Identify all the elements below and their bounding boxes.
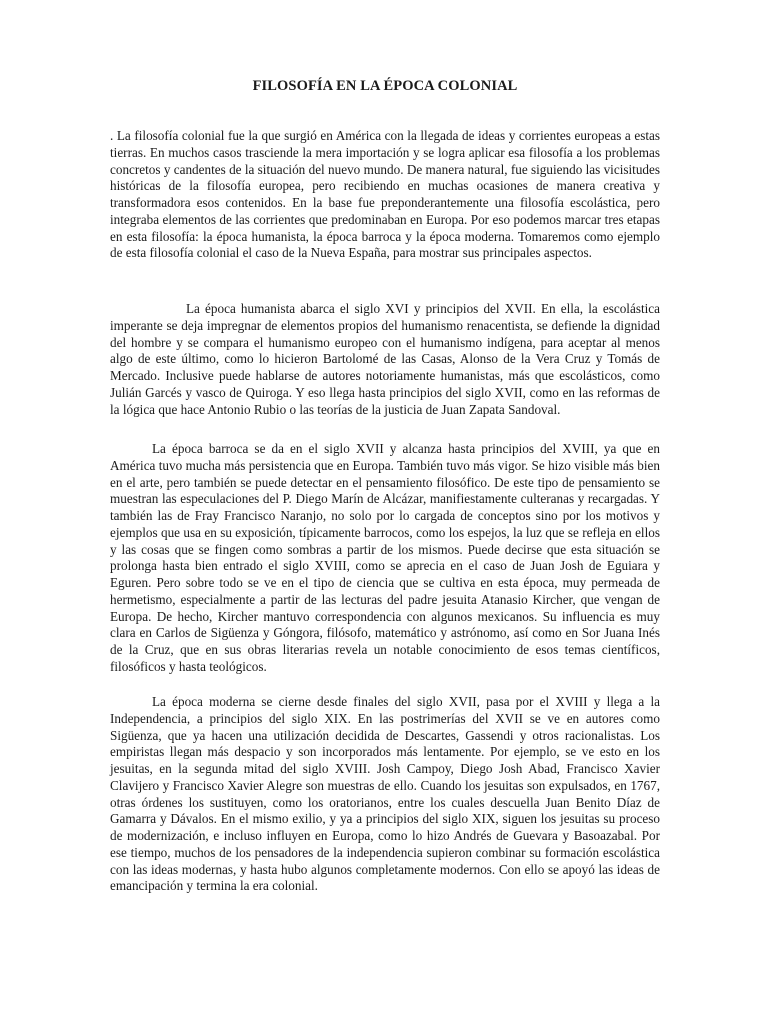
paragraph-baroque-era: La época barroca se da en el siglo XVII y alcanza hasta principios del XVIII, ya que en América tuvo mucha más persistencia que en Europa. También tuvo más vigor. Se hizo visible más bien en el arte, pero también se puede detectar en el pensamiento filosófico. De este tipo de pensamiento se muestran las especulaciones del P. Diego Marín de Alcázar, manifiestamente culteranas y recargadas. Y también las de Fray Francisco Naranjo, no solo por lo cargada de conceptos sino por los motivos y ejemplos que usa en su exposición, típicamente barrocos, como los espejos, la luz que se refleja en ellos y las cosas que se fingen como sombras a partir de los mismos. Puede decirse que esta situación se prolonga hasta bien entrado el siglo XVIII, como se aprecia en el caso de Juan Josh de Eguiara y Eguren. Pero sobre todo se ve en el tipo de ciencia que se cultiva en esta época, muy permeada de hermetismo, especialmente a partir de las lecturas del padre jesuita Atanasio Kircher, que vengan de Europa. De hecho, Kircher mantuvo correspondencia con algunos mexicanos. Su influencia es muy clara en Carlos de Sigüenza y Góngora, filósofo, matemático y astrónomo, así como en Sor Juana Inés de la Cruz, que en sus obras literarias revela un notable conocimiento de esos temas científicos, filosóficos y hasta teológicos. xyxy=(110,441,660,674)
paragraph-intro: . La filosofía colonial fue la que surgió en América con la llegada de ideas y corrientes europeas a estas tierras. En muchos casos trasciende la mera importación y se logra aplicar esa filosofía a los problemas concretos y candentes de la situación del nuevo mundo. De manera natural, fue siguiendo las vicisitudes históricas de la filosofía europea, pero recibiendo en muchas ocasiones de manera creativa y transformadora esos contenidos. En la base fue preponderantemente una filosofía escolástica, pero integraba elementos de las corrientes que predominaban en Europa. Por eso podemos marcar tres etapas en esta filosofía: la época humanista, la época barroca y la época moderna. Tomaremos como ejemplo de esta filosofía colonial el caso de la Nueva España, para mostrar sus principales aspectos. xyxy=(110,128,660,261)
document-page xyxy=(110,0,660,1024)
document-title: FILOSOFÍA EN LA ÉPOCA COLONIAL xyxy=(252,78,518,94)
paragraph-modern-era: La época moderna se cierne desde finales del siglo XVII, pasa por el XVIII y llega a la Independencia, a principios del siglo XIX. En las postrimerías del XVII se ve en autores como Sigüenza, que ya hacen una utilización decidida de Descartes, Gassendi y otros racionalistas. Los empiristas llegan más despacio y son incorporados más lentamente. Por ejemplo, se ve esto en los jesuitas, en la segunda mitad del siglo XVIII. Josh Campoy, Diego Josh Abad, Francisco Xavier Clavijero y Francisco Xavier Alegre son muestras de ello. Cuando los jesuitas son expulsados, en 1767, otras órdenes los sustituyen, como los oratorianos, entre los cuales descuella Juan Benito Díaz de Gamarra y Dávalos. En el mismo exilio, y ya a principios del siglo XIX, siguen los jesuitas su proceso de modernización, e incluso influyen en Europa, como lo hizo Andrés de Guevara y Basoazabal. Por ese tiempo, muchos de los pensadores de la independencia supieron combinar su formación escolástica con las ideas modernas, y hasta hubo algunos completamente modernos. Con ello se apoyó las ideas de emancipación y termina la era colonial. xyxy=(110,694,660,894)
paragraph-humanist-era: La época humanista abarca el siglo XVI y principios del XVII. En ella, la escolástica imperante se deja impregnar de elementos propios del humanismo renacentista, se defiende la dignidad del hombre y se compara el humanismo europeo con el humanismo indígena, para aceptar al menos algo de este último, como lo hicieron Bartolomé de las Casas, Alonso de la Vera Cruz y Tomás de Mercado. Inclusive puede hablarse de autores notoriamente humanistas, más que escolásticos, como Julián Garcés y vasco de Quiroga. Y eso llega hasta principios del siglo XVII, como en las reformas de la lógica que hace Antonio Rubio o las teorías de la justicia de Juan Zapata Sandoval. xyxy=(110,301,660,417)
